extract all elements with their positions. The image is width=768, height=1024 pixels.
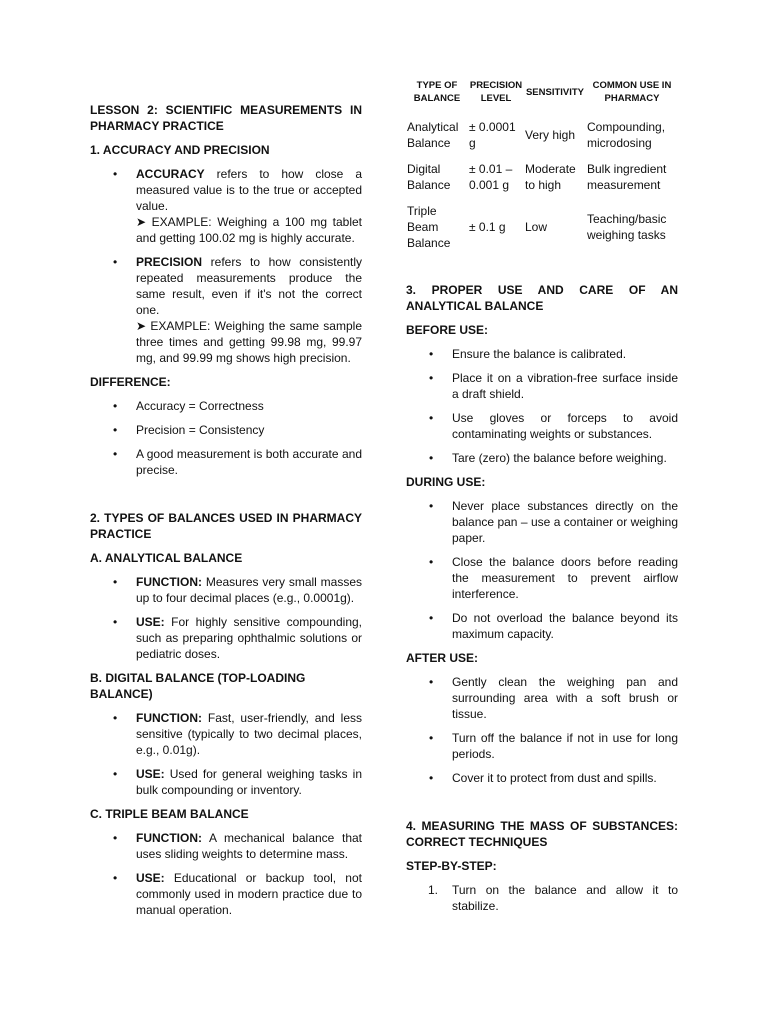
function-label: FUNCTION: — [136, 711, 202, 725]
accuracy-term: ACCURACY — [136, 167, 205, 181]
use-text: Educational or backup tool, not commonly used in modern practice due to manual operation. — [136, 871, 362, 917]
list-item-precision — [136, 254, 362, 366]
section-4-heading: 4. MEASURING THE MASS OF SUBSTANCES: CORRECT TECHNIQUES — [406, 819, 678, 849]
table-cell: Low — [525, 220, 548, 234]
table-cell: Moderate to high — [525, 162, 576, 192]
list-item-use — [136, 766, 362, 798]
table-cell: ± 0.0001 g — [469, 120, 516, 150]
list-item-step — [428, 882, 678, 914]
column-header: SENSITIVITY — [525, 86, 585, 98]
list-item: • Turn off the balance if not in use for long periods. — [452, 730, 678, 762]
precision-term: PRECISION — [136, 255, 203, 269]
right-column — [406, 70, 678, 922]
before-use-heading: BEFORE USE: — [406, 323, 489, 337]
list-item: • Do not overload the balance beyond its maximum capacity. — [452, 610, 678, 642]
steps-list — [406, 882, 678, 914]
balance-comparison-table — [406, 70, 678, 256]
analytical-balance-heading: A. ANALYTICAL BALANCE — [90, 551, 243, 565]
use-text: For highly sensitive compounding, such as preparing ophthalmic solutions or pediatric doses. — [136, 615, 362, 661]
list-item: • Precision = Consistency — [136, 422, 362, 438]
digital-balance-heading: B. DIGITAL BALANCE (TOP-LOADING BALANCE) — [90, 671, 306, 701]
function-text: A mechanical balance that uses sliding weights to determine mass. — [136, 831, 362, 861]
table-cell: Teaching/basic weighing tasks — [587, 212, 667, 242]
step-text: Turn on the balance and allow it to stabilize. — [452, 883, 678, 913]
after-use-list — [406, 674, 678, 786]
list-item: • A good measurement is both accurate and precise. — [136, 446, 362, 478]
before-use-list — [406, 346, 678, 466]
table-cell: Compounding, microdosing — [587, 120, 666, 150]
table-cell: Triple Beam Balance — [407, 204, 451, 250]
during-use-list — [406, 498, 678, 642]
accuracy-definition: refers to how close a measured value is to the true or accepted value. — [136, 167, 362, 213]
list-item-function — [136, 574, 362, 606]
table-cell: ± 0.1 g — [469, 220, 506, 234]
list-item-accuracy — [136, 166, 362, 246]
column-header: PRECISION LEVEL — [469, 80, 523, 104]
use-label: USE: — [136, 871, 165, 885]
left-column — [90, 102, 362, 926]
list-item: • Tare (zero) the balance before weighing. — [452, 450, 678, 466]
precision-definition: refers to how consistently repeated measurements produce the same result, even if it's not the correct one. — [136, 255, 362, 317]
difference-list — [90, 398, 362, 478]
table-row — [406, 114, 678, 156]
analytical-balance-list — [90, 574, 362, 662]
after-use-heading: AFTER USE: — [406, 651, 478, 665]
table-cell: Digital Balance — [407, 162, 451, 192]
use-text: Used for general weighing tasks in bulk compounding or inventory. — [136, 767, 362, 797]
table-header-row — [406, 70, 678, 114]
list-item-use — [136, 614, 362, 662]
list-item: • Never place substances directly on the balance pan – use a container or weighing paper. — [452, 498, 678, 546]
step-number: 1. — [428, 883, 439, 897]
function-label: FUNCTION: — [136, 831, 202, 845]
table-cell: Very high — [525, 128, 576, 142]
table-cell: Analytical Balance — [407, 120, 459, 150]
use-label: USE: — [136, 615, 165, 629]
section-2-heading: 2. TYPES OF BALANCES USED IN PHARMACY PRACTICE — [90, 511, 362, 541]
list-item-use — [136, 870, 362, 918]
spacer — [406, 794, 678, 818]
section-1-heading: 1. ACCURACY AND PRECISION — [90, 143, 270, 157]
table-cell: ± 0.01 – 0.001 g — [469, 162, 513, 192]
column-header: TYPE OF BALANCE — [413, 80, 461, 104]
function-text: Measures very small masses up to four decimal places (e.g., 0.0001g). — [136, 575, 362, 605]
table-row — [406, 198, 678, 256]
column-header: COMMON USE IN PHARMACY — [592, 80, 672, 104]
triple-beam-list — [90, 830, 362, 918]
section-3-heading: 3. PROPER USE AND CARE OF AN ANALYTICAL BALANCE — [406, 283, 678, 313]
list-item: • Accuracy = Correctness — [136, 398, 362, 414]
accuracy-precision-list — [90, 166, 362, 366]
triple-beam-heading: C. TRIPLE BEAM BALANCE — [90, 807, 249, 821]
list-item: • Use gloves or forceps to avoid contaminating weights or substances. — [452, 410, 678, 442]
difference-heading: DIFFERENCE: — [90, 375, 171, 389]
list-item: • Gently clean the weighing pan and surrounding area with a soft brush or tissue. — [452, 674, 678, 722]
list-item-function — [136, 710, 362, 758]
table-cell: Bulk ingredient measurement — [587, 162, 667, 192]
table-row — [406, 156, 678, 198]
accuracy-example: ➤ EXAMPLE: Weighing a 100 mg tablet and getting 100.02 mg is highly accurate. — [136, 215, 362, 245]
list-item: • Close the balance doors before reading the measurement to prevent airflow interference. — [452, 554, 678, 602]
list-item-function — [136, 830, 362, 862]
lesson-title: LESSON 2: SCIENTIFIC MEASUREMENTS IN PHARMACY PRACTICE — [90, 103, 362, 133]
list-item: • Ensure the balance is calibrated. — [452, 346, 678, 362]
use-label: USE: — [136, 767, 165, 781]
digital-balance-list — [90, 710, 362, 798]
list-item: • Cover it to protect from dust and spills. — [452, 770, 678, 786]
function-text: Fast, user-friendly, and less sensitive (typically to two decimal places, e.g., 0.01g). — [136, 711, 362, 757]
list-item: • Place it on a vibration-free surface inside a draft shield. — [452, 370, 678, 402]
step-by-step-heading: STEP-BY-STEP: — [406, 859, 497, 873]
function-label: FUNCTION: — [136, 575, 202, 589]
precision-example: ➤ EXAMPLE: Weighing the same sample three times and getting 99.98 mg, 99.97 mg, and 99.99 mg shows high precision. — [136, 319, 362, 365]
during-use-heading: DURING USE: — [406, 475, 486, 489]
spacer — [406, 256, 678, 282]
spacer — [90, 486, 362, 510]
